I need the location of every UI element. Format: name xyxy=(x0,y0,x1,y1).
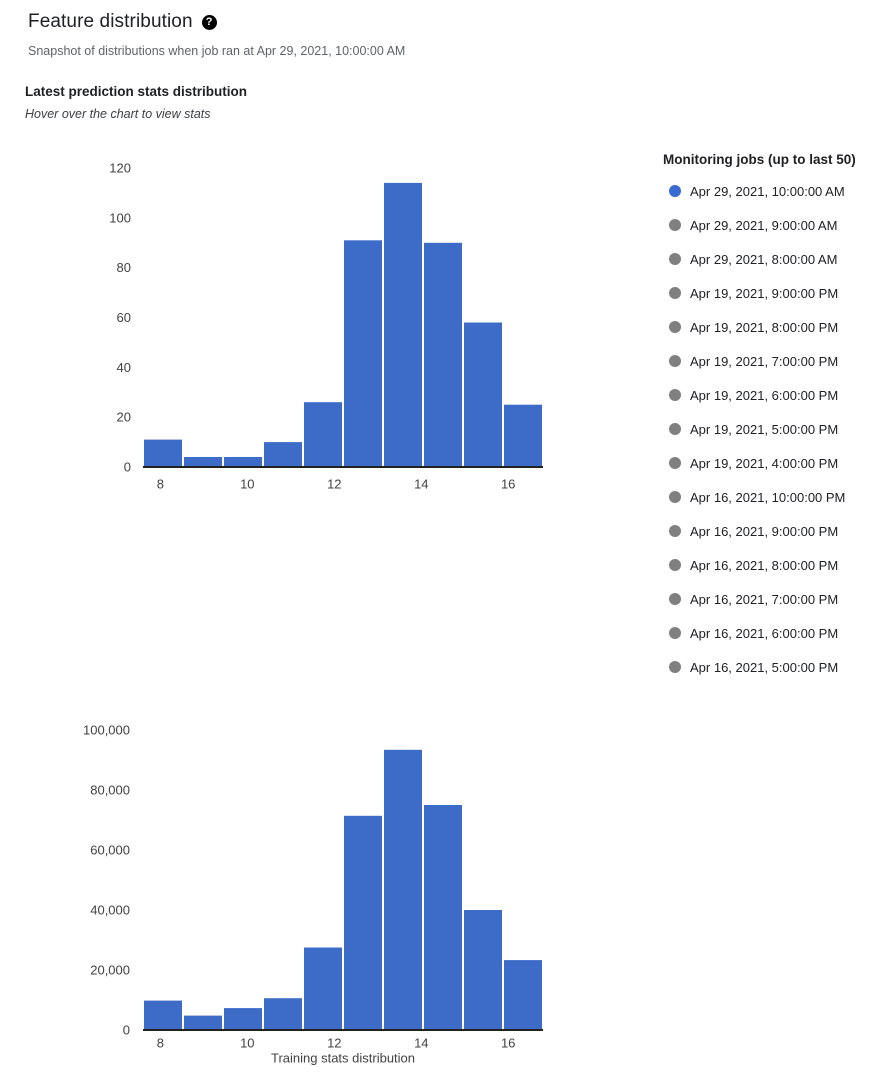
y-tick-label: 60 xyxy=(116,310,131,325)
x-tick-label: 12 xyxy=(327,476,342,492)
y-tick-label: 60,000 xyxy=(90,842,130,858)
histogram-bar[interactable] xyxy=(304,948,342,1031)
section-heading: Latest prediction stats distribution xyxy=(25,84,248,99)
job-dot-icon[interactable] xyxy=(669,355,681,367)
x-tick-label: 10 xyxy=(240,1035,255,1051)
y-tick-label: 0 xyxy=(123,459,131,475)
x-tick-label: 10 xyxy=(240,476,255,492)
legend-item[interactable] xyxy=(663,208,888,242)
legend-item[interactable] xyxy=(663,446,888,480)
histogram-bar[interactable] xyxy=(384,750,422,1030)
legend-item[interactable] xyxy=(663,378,888,412)
histogram-bar[interactable] xyxy=(184,457,222,467)
job-dot-icon[interactable] xyxy=(669,593,681,605)
legend-title: Monitoring jobs (up to last 50) xyxy=(663,152,856,167)
legend-item[interactable] xyxy=(663,310,888,344)
legend-item-label: Apr 29, 2021, 9:00:00 AM xyxy=(690,217,838,233)
histogram-bar[interactable] xyxy=(504,960,542,1030)
page-header xyxy=(28,11,217,33)
histogram-bar[interactable] xyxy=(224,1008,262,1030)
job-dot-icon[interactable] xyxy=(669,457,681,469)
y-tick-label: 20 xyxy=(116,409,131,425)
x-axis-title: Training stats distribution xyxy=(270,1050,416,1066)
y-tick-label: 80,000 xyxy=(90,782,130,798)
histogram-bar[interactable] xyxy=(264,998,302,1030)
job-dot-icon[interactable] xyxy=(669,491,681,503)
legend-item-label: Apr 16, 2021, 8:00:00 PM xyxy=(690,557,839,573)
selected-job-dot-icon[interactable] xyxy=(669,185,681,197)
page-title: Feature distribution xyxy=(28,11,193,32)
histogram-bar[interactable] xyxy=(384,183,422,467)
legend-item[interactable] xyxy=(663,412,888,446)
job-dot-icon[interactable] xyxy=(669,661,681,673)
job-dot-icon[interactable] xyxy=(669,219,681,231)
help-icon[interactable]: ? xyxy=(202,15,217,30)
legend-item[interactable] xyxy=(663,514,888,548)
y-tick-label: 100,000 xyxy=(83,722,130,738)
x-tick-label: 14 xyxy=(414,1035,429,1051)
job-dot-icon[interactable] xyxy=(669,287,681,299)
histogram-bar[interactable] xyxy=(144,440,182,467)
histogram-bar[interactable] xyxy=(464,323,502,468)
job-dot-icon[interactable] xyxy=(669,525,681,537)
y-tick-label: 0 xyxy=(122,1022,130,1038)
legend-item-label: Apr 19, 2021, 5:00:00 PM xyxy=(690,421,839,437)
legend-item-label: Apr 29, 2021, 10:00:00 AM xyxy=(690,183,845,199)
x-tick-label: 8 xyxy=(156,1035,165,1051)
legend-item-label: Apr 19, 2021, 9:00:00 PM xyxy=(690,285,839,301)
legend-item-label: Apr 16, 2021, 7:00:00 PM xyxy=(690,591,839,607)
histogram-bar[interactable] xyxy=(504,405,542,467)
y-tick-label: 80 xyxy=(116,260,131,276)
job-dot-icon[interactable] xyxy=(669,389,681,401)
histogram-bar[interactable] xyxy=(264,442,302,467)
snapshot-subtitle: Snapshot of distributions when job ran at Apr 29, 2021, 10:00:00 AM xyxy=(28,44,406,58)
x-tick-label: 16 xyxy=(500,476,516,492)
legend-item[interactable] xyxy=(663,242,888,276)
x-tick-label: 8 xyxy=(156,476,165,492)
legend-item[interactable] xyxy=(663,548,888,582)
legend-item-label: Apr 16, 2021, 10:00:00 PM xyxy=(690,489,846,505)
legend-item-label: Apr 16, 2021, 6:00:00 PM xyxy=(690,625,839,641)
legend-item[interactable] xyxy=(663,616,888,650)
x-tick-label: 14 xyxy=(414,476,429,492)
histogram-bar[interactable] xyxy=(424,243,462,467)
y-tick-label: 40,000 xyxy=(90,902,130,918)
y-tick-label: 100 xyxy=(109,210,131,226)
training-stats-histogram[interactable] xyxy=(60,700,600,1076)
job-dot-icon[interactable] xyxy=(669,321,681,333)
job-dot-icon[interactable] xyxy=(669,423,681,435)
x-tick-label: 16 xyxy=(500,1035,516,1051)
histogram-bar[interactable] xyxy=(144,1001,182,1030)
x-tick-label: 12 xyxy=(327,1035,342,1051)
legend-item[interactable] xyxy=(663,344,888,378)
legend-item[interactable] xyxy=(663,480,888,514)
legend-item-label: Apr 19, 2021, 4:00:00 PM xyxy=(690,455,839,471)
legend-item[interactable] xyxy=(663,650,888,684)
y-tick-label: 120 xyxy=(109,160,131,176)
hover-note: Hover over the chart to view stats xyxy=(25,107,211,121)
monitoring-jobs-legend xyxy=(663,152,888,684)
histogram-bar[interactable] xyxy=(464,910,502,1030)
legend-item[interactable] xyxy=(663,582,888,616)
histogram-bar[interactable] xyxy=(344,240,382,467)
legend-item[interactable] xyxy=(663,174,888,208)
legend-items xyxy=(663,174,888,684)
legend-item[interactable] xyxy=(663,276,888,310)
legend-item-label: Apr 16, 2021, 5:00:00 PM xyxy=(690,659,839,675)
legend-item-label: Apr 19, 2021, 7:00:00 PM xyxy=(690,353,839,369)
job-dot-icon[interactable] xyxy=(669,253,681,265)
histogram-bar[interactable] xyxy=(224,457,262,467)
legend-item-label: Apr 19, 2021, 6:00:00 PM xyxy=(690,387,839,403)
legend-item-label: Apr 16, 2021, 9:00:00 PM xyxy=(690,523,839,539)
legend-item-label: Apr 19, 2021, 8:00:00 PM xyxy=(690,319,839,335)
y-tick-label: 20,000 xyxy=(90,962,130,978)
legend-item-label: Apr 29, 2021, 8:00:00 AM xyxy=(690,251,838,267)
histogram-bar[interactable] xyxy=(344,816,382,1030)
job-dot-icon[interactable] xyxy=(669,559,681,571)
prediction-stats-histogram[interactable] xyxy=(60,140,600,500)
histogram-bar[interactable] xyxy=(424,805,462,1030)
job-dot-icon[interactable] xyxy=(669,627,681,639)
y-tick-label: 40 xyxy=(116,359,131,375)
histogram-bar[interactable] xyxy=(184,1016,222,1030)
histogram-bar[interactable] xyxy=(304,402,342,467)
